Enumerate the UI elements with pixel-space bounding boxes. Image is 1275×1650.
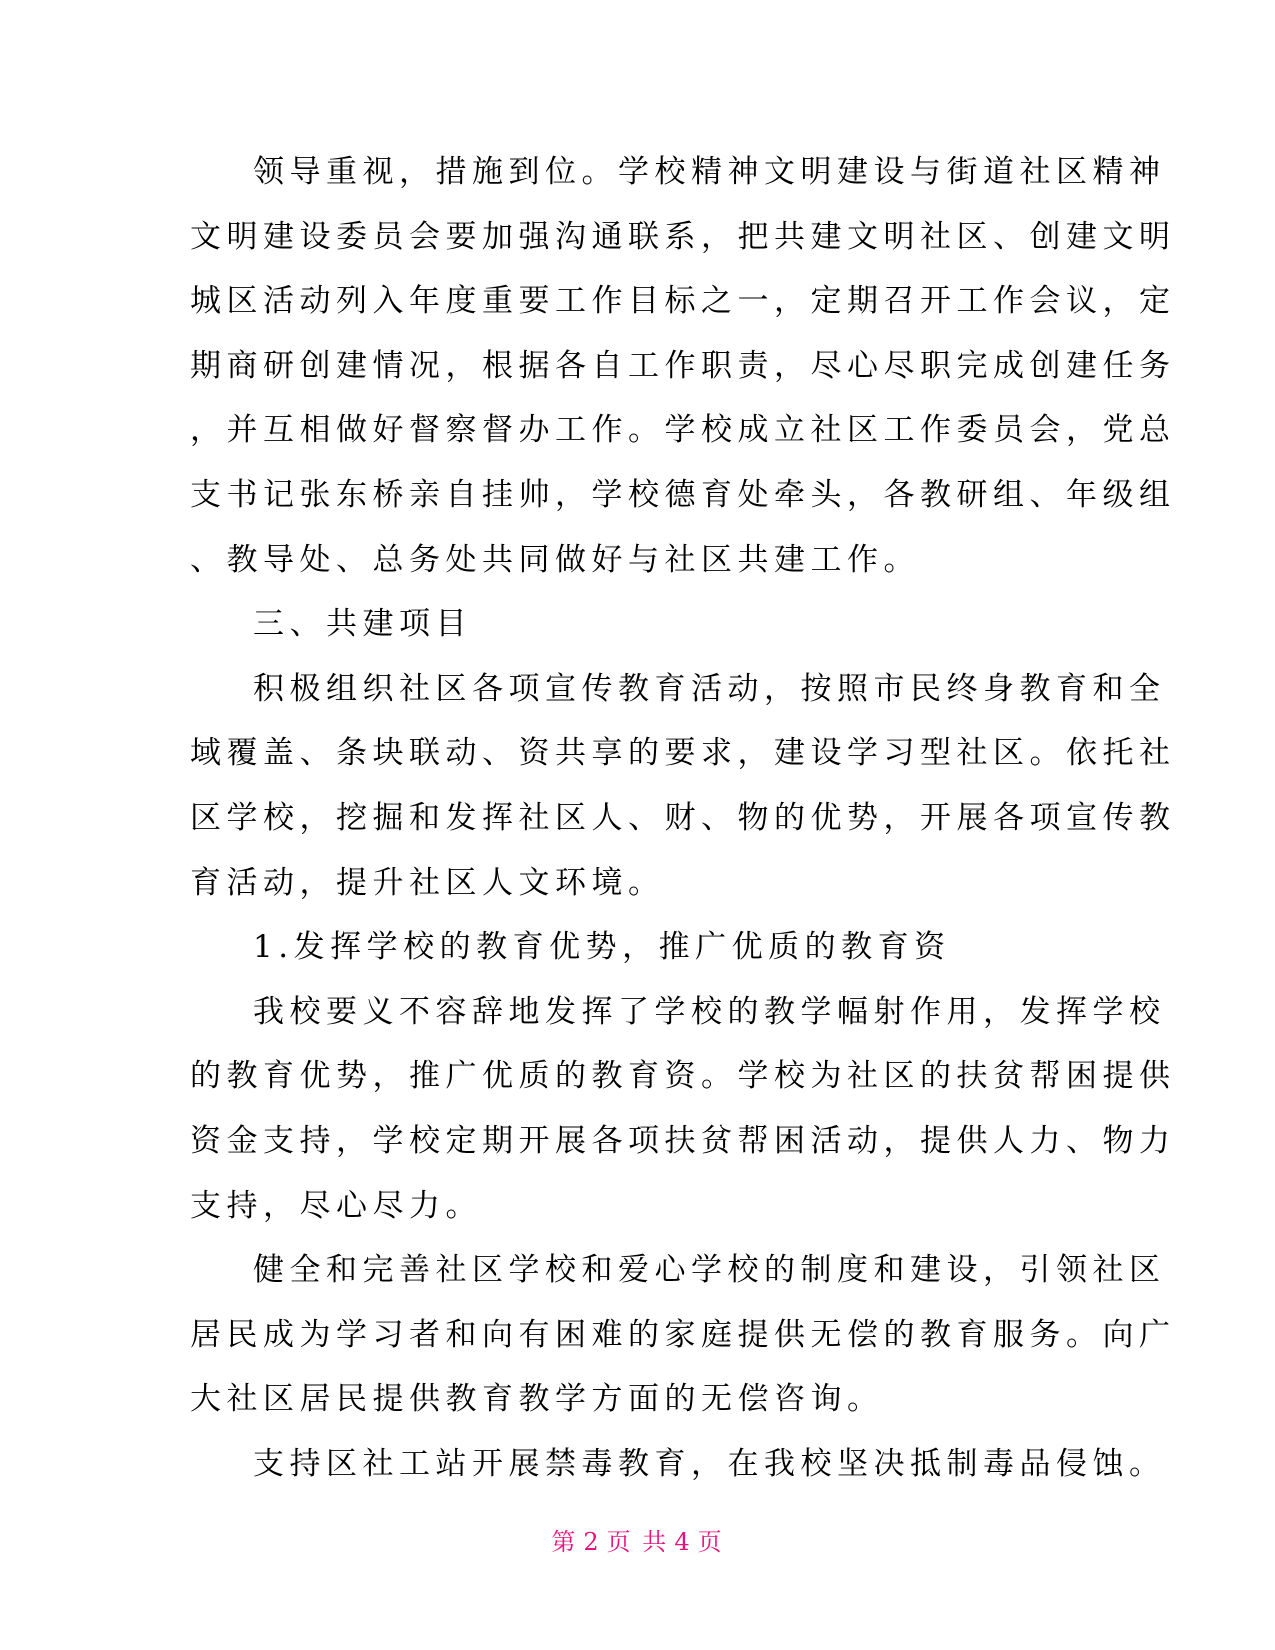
paragraph-activities: [190, 657, 1176, 915]
text-line: 领导重视，措施到位。学校精神文明建设与街道社区精神: [253, 154, 1166, 190]
text-line: 、教导处、总务处共同做好与社区共建工作。: [190, 541, 920, 578]
current-page-number: 2: [583, 1528, 601, 1556]
body-text: [190, 140, 1176, 1496]
text-line: 域覆盖、条块联动、资共享的要求，建设学习型社区。依托社: [190, 735, 1176, 772]
text-line: 居民成为学习者和向有困难的家庭提供无偿的教育服务。向广: [190, 1316, 1176, 1353]
paragraph-leadership: [190, 140, 1176, 592]
text-line: 区学校，挖掘和发挥社区人、财、物的优势，开展各项宣传教: [190, 799, 1176, 836]
footer-suffix: 页: [697, 1528, 724, 1556]
section-heading: [190, 592, 1090, 657]
text-line: 文明建设委员会要加强沟通联系，把共建文明社区、创建文明: [190, 218, 1176, 255]
paragraph-drug-education: [190, 1432, 1166, 1497]
text-line: 期商研创建情况，根据各自工作职责，尽心尽职完成创建任务: [190, 347, 1176, 384]
paragraph-community-school: [190, 1238, 1176, 1432]
total-page-number: 4: [674, 1528, 692, 1556]
heading-line: 三、共建项目: [253, 606, 472, 643]
page-footer: [0, 1522, 1275, 1557]
footer-prefix: 第: [551, 1528, 578, 1556]
text-line: 支持区社工站开展禁毒教育，在我校坚决抵制毒品侵蚀。: [253, 1445, 1166, 1482]
text-line: 城区活动列入年度重要工作目标之一，定期召开工作会议，定: [190, 283, 1176, 320]
text-line: 我校要义不容辞地发挥了学校的教学幅射作用，发挥学校: [253, 993, 1166, 1030]
text-line: 大社区居民提供教育教学方面的无偿咨询。: [190, 1381, 884, 1418]
footer-middle: 页 共: [606, 1528, 669, 1556]
text-line: ，并互相做好督察督办工作。学校成立社区工作委员会，党总: [190, 412, 1176, 449]
subheading: [190, 915, 1090, 980]
text-line: 育活动，提升社区人文环境。: [190, 864, 665, 901]
paragraph-school-role: [190, 980, 1176, 1238]
subheading-line: 1.发挥学校的教育优势，推广优质的教育资: [253, 929, 951, 966]
text-line: 的教育优势，推广优质的教育资。学校为社区的扶贫帮困提供: [190, 1058, 1176, 1095]
text-line: 支持，尽心尽力。: [190, 1187, 482, 1224]
text-line: 积极组织社区各项宣传教育活动，按照市民终身教育和全: [253, 670, 1166, 707]
text-line: 资金支持，学校定期开展各项扶贫帮困活动，提供人力、物力: [190, 1122, 1176, 1159]
text-line: 健全和完善社区学校和爱心学校的制度和建设，引领社区: [253, 1252, 1166, 1289]
text-line: 支书记张东桥亲自挂帅，学校德育处牵头，各教研组、年级组: [190, 476, 1176, 513]
